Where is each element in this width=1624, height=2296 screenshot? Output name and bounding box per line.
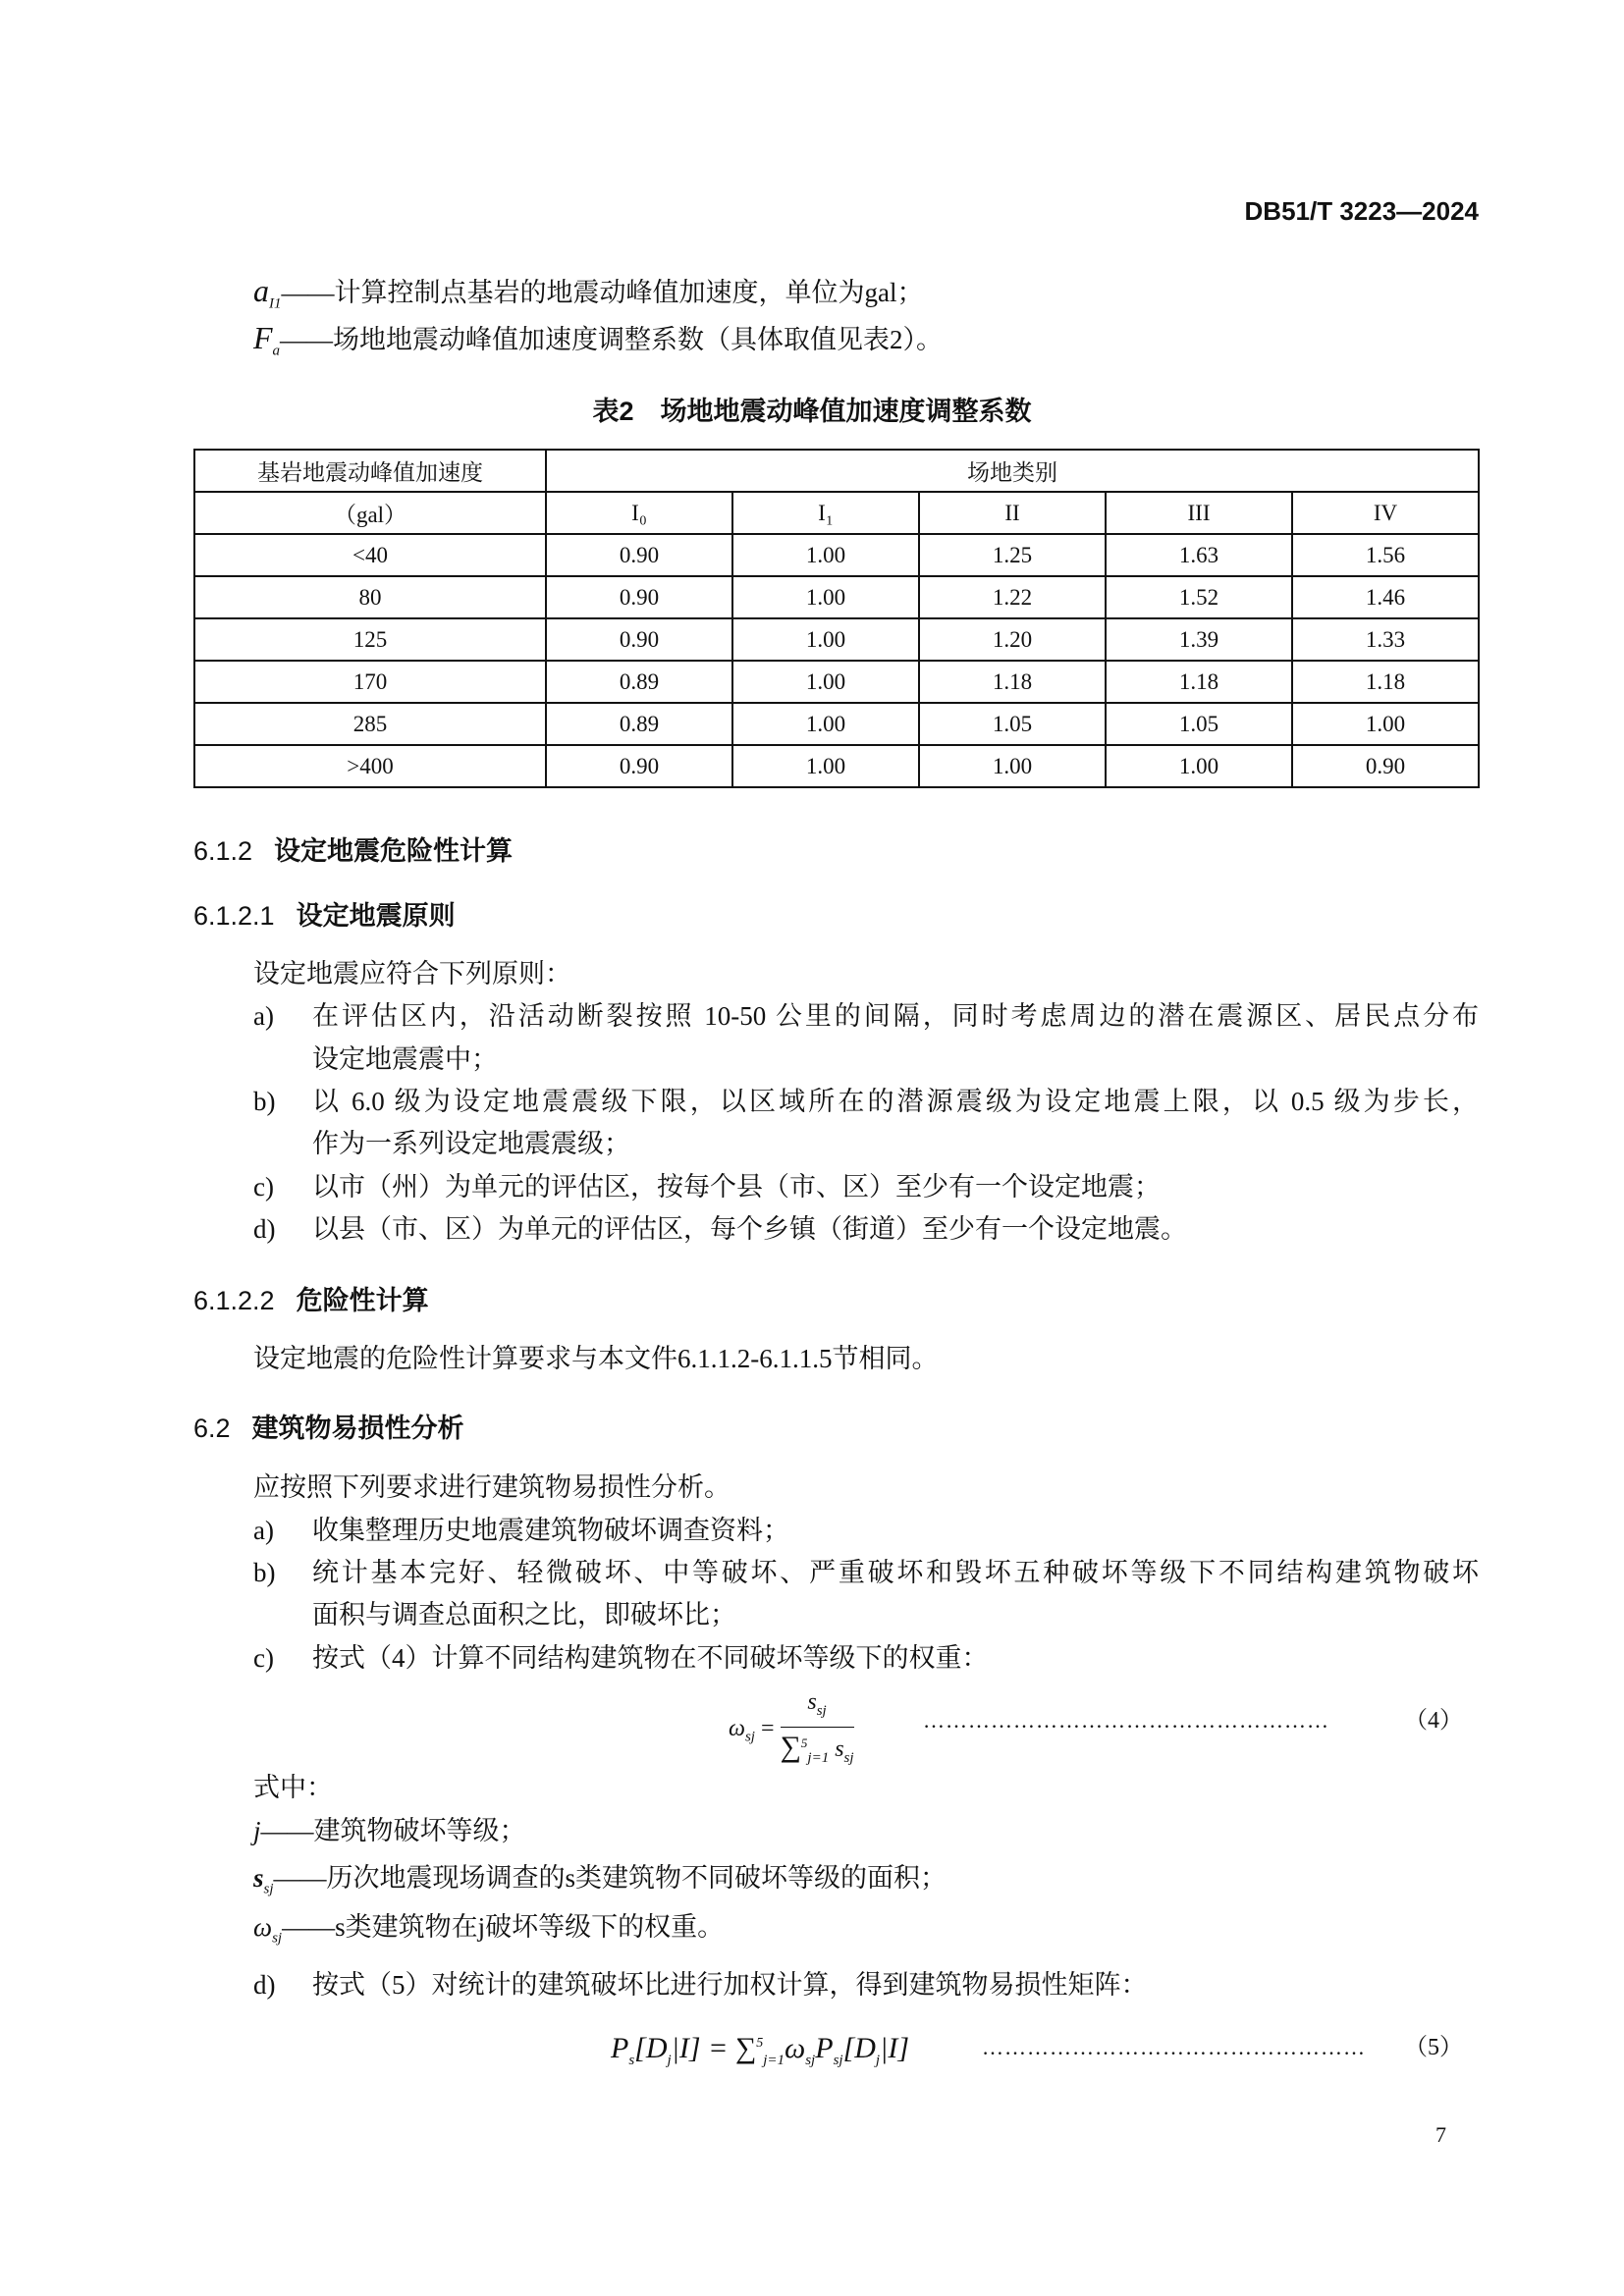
numerator: s: [807, 1689, 817, 1715]
column-header: II: [919, 492, 1106, 534]
eq-term: [D: [842, 2032, 876, 2064]
equation-label: （5）: [1404, 2035, 1463, 2060]
table-row: [194, 576, 1479, 618]
value-cell: 1.00: [732, 618, 919, 661]
table-row: [194, 703, 1479, 745]
column-header: I₀: [546, 492, 732, 534]
column-header: I₁: [732, 492, 919, 534]
table-row: [194, 618, 1479, 661]
value-cell: 1.25: [919, 534, 1106, 576]
value-cell: 1.46: [1292, 576, 1479, 618]
table-title: 表2 场地地震动峰值加速度调整系数: [592, 397, 1032, 426]
column-header: III: [1106, 492, 1292, 534]
eq-term: |I]: [880, 2032, 910, 2064]
table-row: [194, 534, 1479, 576]
section-number: 6.1.2.1: [193, 901, 275, 931]
paragraph: 设定地震应符合下列原则：: [253, 959, 571, 988]
row-label-cell: 170: [194, 661, 546, 703]
where-item-s: [253, 1862, 947, 1904]
subscript: j: [875, 2053, 881, 2068]
value-cell: 1.00: [732, 703, 919, 745]
list-marker: b): [253, 1558, 276, 1587]
definition-fa: [253, 322, 943, 366]
subscript: j=1: [763, 2053, 785, 2068]
value-cell: 1.05: [919, 703, 1106, 745]
fraction: [781, 1686, 854, 1774]
eq-term: P: [815, 2032, 834, 2064]
value-cell: 0.89: [546, 703, 732, 745]
definition-text: ——建筑物破坏等级；: [260, 1816, 526, 1845]
list-marker: a): [253, 1516, 274, 1545]
value-cell: 1.39: [1106, 618, 1292, 661]
value-cell: 1.00: [732, 534, 919, 576]
value-cell: 1.20: [919, 618, 1106, 661]
group-header: 场地类别: [546, 450, 1479, 492]
value-cell: 0.90: [546, 618, 732, 661]
list-item-line: 以县（市、区）为单元的评估区，每个乡镇（街道）至少有一个设定地震。: [312, 1214, 1187, 1244]
subscript: sj: [272, 1930, 283, 1947]
table-row: [194, 745, 1479, 787]
section-6-1-2-1-heading: [193, 894, 456, 933]
value-cell: 0.90: [546, 745, 732, 787]
list-marker: d): [253, 1970, 276, 2000]
subscript: sj: [744, 1729, 755, 1745]
value-cell: 1.05: [1106, 703, 1292, 745]
equation-label: （4）: [1404, 1708, 1463, 1734]
where-label: 式中：: [253, 1773, 333, 1802]
value-cell: 0.90: [546, 576, 732, 618]
definition-text: ——历次地震现场调查的s类建筑物不同破坏等级的面积；: [273, 1863, 947, 1893]
row-label-cell: 80: [194, 576, 546, 618]
list-item-line: 以市（州）为单元的评估区，按每个县（市、区）至少有一个设定地震；: [312, 1172, 1161, 1201]
subscript: I1: [269, 295, 282, 312]
section-number: 6.1.2.2: [193, 1286, 275, 1315]
equation-4: $\omega_{sj}$ = $\frac{s_{sj}}{\sum^5_{j=1} s_{sj}}$: [729, 1686, 854, 1774]
eq-term: P: [611, 2032, 629, 2064]
sum-symbol: ∑: [780, 1730, 801, 1763]
value-cell: 0.90: [1292, 745, 1479, 787]
subscript: a: [272, 343, 281, 359]
symbol: ω: [253, 1912, 273, 1942]
value-cell: 1.56: [1292, 534, 1479, 576]
table-row: [194, 661, 1479, 703]
superscript: 5: [756, 2036, 764, 2051]
section-6-2-heading: [193, 1407, 464, 1445]
eq-term: ω: [785, 2032, 806, 2064]
value-cell: 1.00: [732, 576, 919, 618]
row-label-cell: 285: [194, 703, 546, 745]
row-header-unit: （gal）: [194, 492, 546, 534]
list-marker: c): [253, 1643, 274, 1673]
paragraph: 设定地震的危险性计算要求与本文件6.1.1.2-6.1.1.5节相同。: [253, 1344, 939, 1373]
list-item-line: 收集整理历史地震建筑物破坏调查资料；: [312, 1516, 789, 1545]
eq-term: |I] = ∑: [671, 2032, 757, 2064]
list-item-line: 在评估区内，沿活动断裂按照 10-50 公里的间隔，同时考虑周边的潜在震源区、居民点分布: [312, 1001, 1479, 1031]
definition-a-i1: [253, 275, 923, 319]
value-cell: 1.00: [1106, 745, 1292, 787]
value-cell: 1.00: [732, 661, 919, 703]
definition-text: ——s类建筑物在j破坏等级下的权重。: [282, 1912, 725, 1942]
value-cell: 0.90: [546, 534, 732, 576]
value-cell: 1.52: [1106, 576, 1292, 618]
subscript: sj: [816, 1702, 827, 1719]
list-item-line: 面积与调查总面积之比，即破坏比；: [312, 1600, 736, 1629]
list-item-line: 按式（5）对统计的建筑破坏比进行加权计算，得到建筑物易损性矩阵：: [312, 1970, 1148, 2000]
row-label-cell: >400: [194, 745, 546, 787]
symbol: F: [253, 320, 273, 355]
value-cell: 1.00: [919, 745, 1106, 787]
row-header-label: 基岩地震动峰值加速度: [194, 450, 546, 492]
where-item-omega: [253, 1911, 724, 1953]
list-marker: a): [253, 1001, 274, 1031]
list-marker: d): [253, 1214, 276, 1244]
symbol: s: [253, 1863, 264, 1893]
row-label-cell: <40: [194, 534, 546, 576]
value-cell: 1.00: [1292, 703, 1479, 745]
symbol: a: [253, 273, 269, 308]
column-header: IV: [1292, 492, 1479, 534]
subscript: sj: [263, 1881, 274, 1897]
page-number: 7: [1435, 2122, 1446, 2147]
list-item-line: 以 6.0 级为设定地震震级下限，以区域所在的潜源震级为设定地震上限，以 0.5 级为步长，: [312, 1087, 1479, 1116]
list-item-line: 统计基本完好、轻微破坏、中等破坏、严重破坏和毁坏五种破坏等级下不同结构建筑物破坏: [312, 1558, 1479, 1587]
section-title: 危险性计算: [296, 1286, 429, 1315]
subscript: sj: [805, 2053, 816, 2068]
list-marker: b): [253, 1087, 276, 1116]
leader-dots: ………………………………………………: [923, 1708, 1329, 1733]
adjustment-coefficient-table: [193, 449, 1480, 788]
subscript: j: [667, 2053, 672, 2068]
eq-term: [D: [634, 2032, 668, 2064]
list-item-line: 作为一系列设定地震震级；: [312, 1129, 630, 1158]
value-cell: 1.18: [1292, 661, 1479, 703]
denominator-var: s: [835, 1735, 844, 1762]
row-label-cell: 125: [194, 618, 546, 661]
list-item-line: 设定地震震中；: [312, 1044, 498, 1074]
value-cell: 1.18: [919, 661, 1106, 703]
definition-text: ——计算控制点基岩的地震动峰值加速度，单位为gal；: [281, 278, 924, 307]
where-item-j: [253, 1815, 526, 1846]
superscript: 5: [800, 1735, 808, 1750]
subscript: s: [628, 2053, 635, 2068]
symbol: j: [253, 1816, 261, 1845]
section-title: 建筑物易损性分析: [251, 1414, 464, 1443]
section-6-1-2-heading: [193, 829, 513, 868]
list-item-line: 按式（4）计算不同结构建筑物在不同破坏等级下的权重：: [312, 1643, 989, 1673]
section-title: 设定地震危险性计算: [274, 836, 514, 866]
section-title: 设定地震原则: [296, 901, 456, 931]
section-number: 6.2: [193, 1414, 231, 1443]
document-id: DB51/T 3223—2024: [1244, 196, 1479, 226]
value-cell: 1.22: [919, 576, 1106, 618]
subscript: sj: [833, 2053, 843, 2068]
list-marker: c): [253, 1172, 274, 1201]
value-cell: 1.33: [1292, 618, 1479, 661]
value-cell: 1.00: [732, 745, 919, 787]
section-number: 6.1.2: [193, 836, 253, 866]
equation-5: [611, 2028, 909, 2076]
value-cell: 1.63: [1106, 534, 1292, 576]
value-cell: 0.89: [546, 661, 732, 703]
subscript: sj: [843, 1749, 854, 1766]
paragraph: 应按照下列要求进行建筑物易损性分析。: [253, 1472, 731, 1502]
value-cell: 1.18: [1106, 661, 1292, 703]
leader-dots: ……………………………………………: [982, 2035, 1366, 2059]
omega-symbol: ω: [729, 1715, 745, 1741]
subscript: j=1: [807, 1749, 830, 1766]
section-6-1-2-2-heading: [193, 1279, 429, 1317]
definition-text: ——场地地震动峰值加速度调整系数（具体取值见表2）。: [280, 325, 944, 354]
